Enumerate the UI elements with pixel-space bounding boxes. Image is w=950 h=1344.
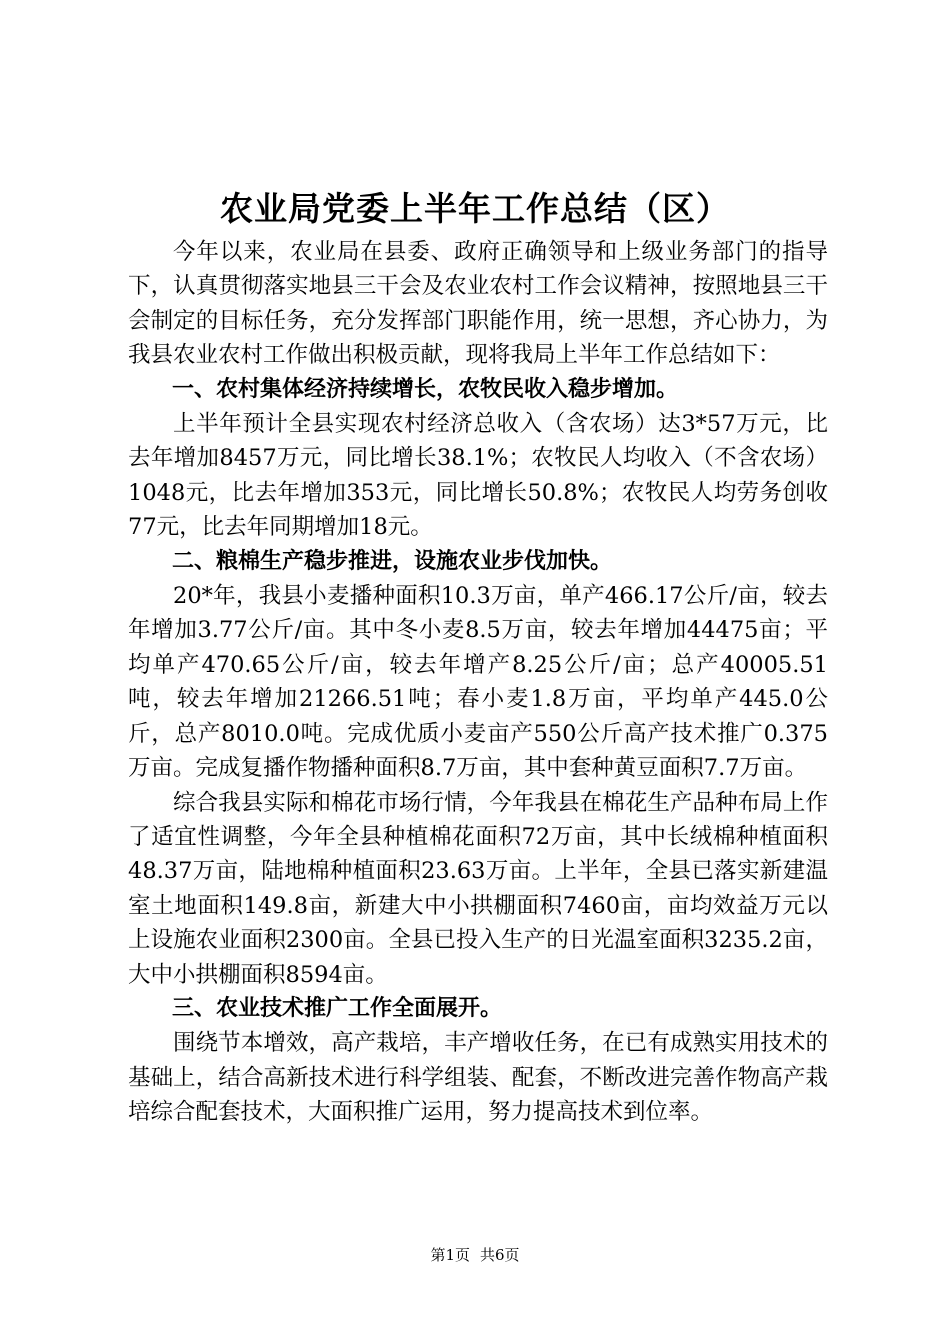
intro-paragraph: 今年以来，农业局在县委、政府正确领导和上级业务部门的指导下，认真贯彻落实地县三干会及农业农村工作会议精神，按照地县三干会制定的目标任务，充分发挥部门职能作用，统一思想，齐心协力，为我县农业农村工作做出积极贡献，现将我局上半年工作总结如下：: [128, 239, 828, 369]
total-pages: 共6页: [480, 1246, 520, 1264]
section-heading-2: 二、粮棉生产稳步推进，设施农业步伐加快。: [172, 548, 613, 574]
section-2-paragraph-wheat: 20*年，我县小麦播种面积10.3万亩，单产466.17公斤/亩，较去年增加3.77公斤/亩。其中冬小麦8.5万亩，较去年增加44475亩；平均单产470.65公斤/亩，较去年增产8.25公斤/亩；总产40005.51吨，较去年增加21266.51吨；春小麦1.8万亩，平均单产445.0公斤，总产8010.0吨。完成优质小麦亩产550公斤高产技术推广0.375万亩。完成复播作物播种面积8.7万亩，其中套种黄豆面积7.7万亩。: [128, 583, 828, 782]
section-3-paragraph: 围绕节本增效，高产栽培，丰产增收任务，在已有成熟实用技术的基础上，结合高新技术进行科学组装、配套，不断改进完善作物高产栽培综合配套技术，大面积推广运用，努力提高技术到位率。: [128, 1030, 828, 1126]
section-1-paragraph: 上半年预计全县实现农村经济总收入（含农场）达3*57万元，比去年增加8457万元，同比增长38.1%；农牧民人均收入（不含农场）1048元，比去年增加353元，同比增长50.8%；农牧民人均劳务创收77元，比去年同期增加18元。: [128, 411, 828, 541]
document-body: [128, 235, 828, 1130]
document-title: 农业局党委上半年工作总结（区）: [220, 189, 730, 228]
section-heading-3: 三、农业技术推广工作全面展开。: [172, 995, 503, 1021]
section-2-paragraph-cotton: 综合我县实际和棉花市场行情，今年我县在棉花生产品种布局上作了适宜性调整，今年全县种植棉花面积72万亩，其中长绒棉种植面积48.37万亩，陆地棉种植面积23.63万亩。上半年，全县已落实新建温室土地面积149.8亩，新建大中小拱棚面积7460亩，亩均效益万元以上设施农业面积2300亩。全县已投入生产的日光温室面积3235.2亩，大中小拱棚面积8594亩。: [128, 789, 828, 988]
page-number: 第1页: [430, 1246, 470, 1264]
section-heading-1: 一、农村集体经济持续增长，农牧民收入稳步增加。: [172, 376, 679, 402]
page-footer: [0, 1244, 950, 1266]
